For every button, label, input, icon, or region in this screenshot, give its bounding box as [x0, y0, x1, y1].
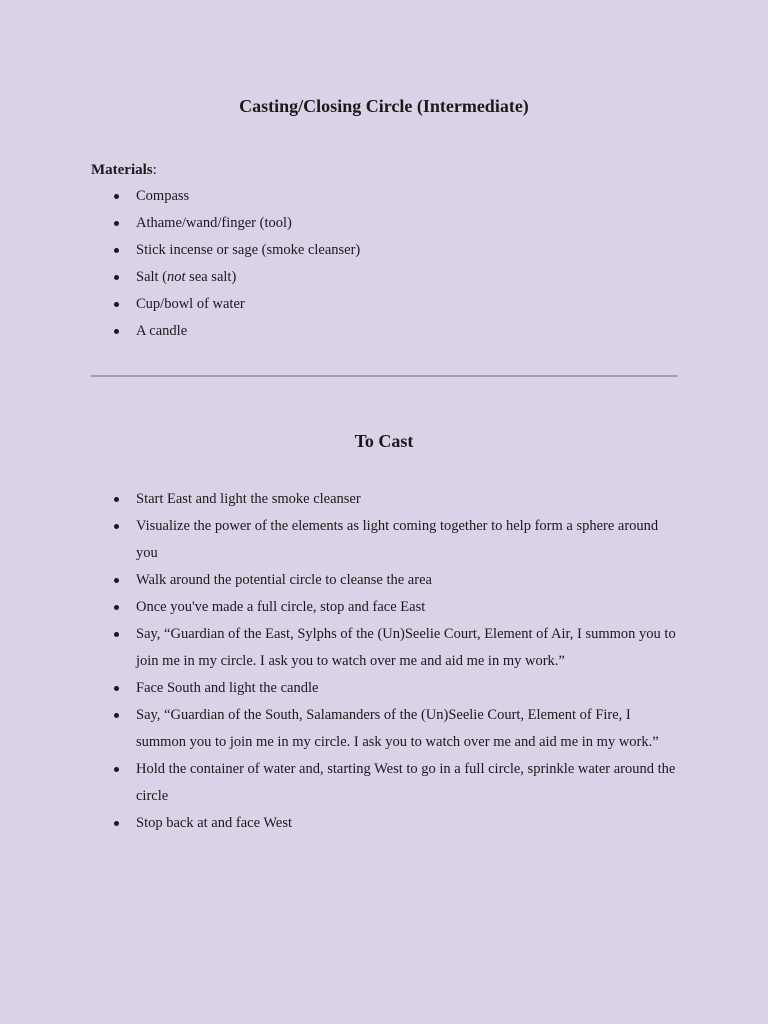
section-title: To Cast [354, 431, 414, 451]
materials-item-text: Cup/bowl of water [136, 296, 245, 312]
materials-item [112, 210, 682, 237]
step-item: Visualize the power of the elements as light coming together to help form a sphere around you [112, 513, 682, 567]
materials-item-text-before: Salt ( [136, 269, 168, 285]
materials-list [112, 183, 682, 345]
materials-item [112, 264, 682, 291]
materials-item-text: Compass [136, 188, 190, 204]
materials-item-text: Stick incense or sage (smoke cleanser) [136, 242, 361, 258]
step-item: Say, “Guardian of the South, Salamanders of the (Un)Seelie Court, Element of Fire, I summon you to join me in my circle. I ask you to watch over me and aid me in my work.” [112, 702, 682, 756]
materials-item [112, 237, 682, 264]
materials-item-text: Athame/wand/finger (tool) [136, 215, 292, 231]
step-item: Say, “Guardian of the East, Sylphs of the (Un)Seelie Court, Element of Air, I summon you to join me in my circle. I ask you to watch over me and aid me in my work.” [112, 621, 682, 675]
cast-steps-list [112, 486, 682, 837]
materials-item-text-after: sea salt) [185, 269, 237, 285]
step-item: Hold the container of water and, starting West to go in a full circle, sprinkle water around the circle [112, 756, 682, 810]
materials-label: Materials [91, 162, 153, 178]
materials-item-text: A candle [136, 323, 188, 339]
materials-item [112, 318, 682, 345]
page-title: Casting/Closing Circle (Intermediate) [239, 96, 529, 116]
step-item: Walk around the potential circle to cleanse the area [112, 567, 682, 594]
step-item: Face South and light the candle [112, 675, 682, 702]
materials-colon: : [152, 162, 157, 178]
step-item: Stop back at and face West [112, 810, 682, 837]
materials-item [112, 291, 682, 318]
step-item: Start East and light the smoke cleanser [112, 486, 682, 513]
materials-heading [91, 160, 157, 180]
materials-item [112, 183, 682, 210]
materials-item-text-italic: not [167, 269, 186, 285]
step-item: Once you've made a full circle, stop and face East [112, 594, 682, 621]
section-divider [91, 375, 678, 377]
